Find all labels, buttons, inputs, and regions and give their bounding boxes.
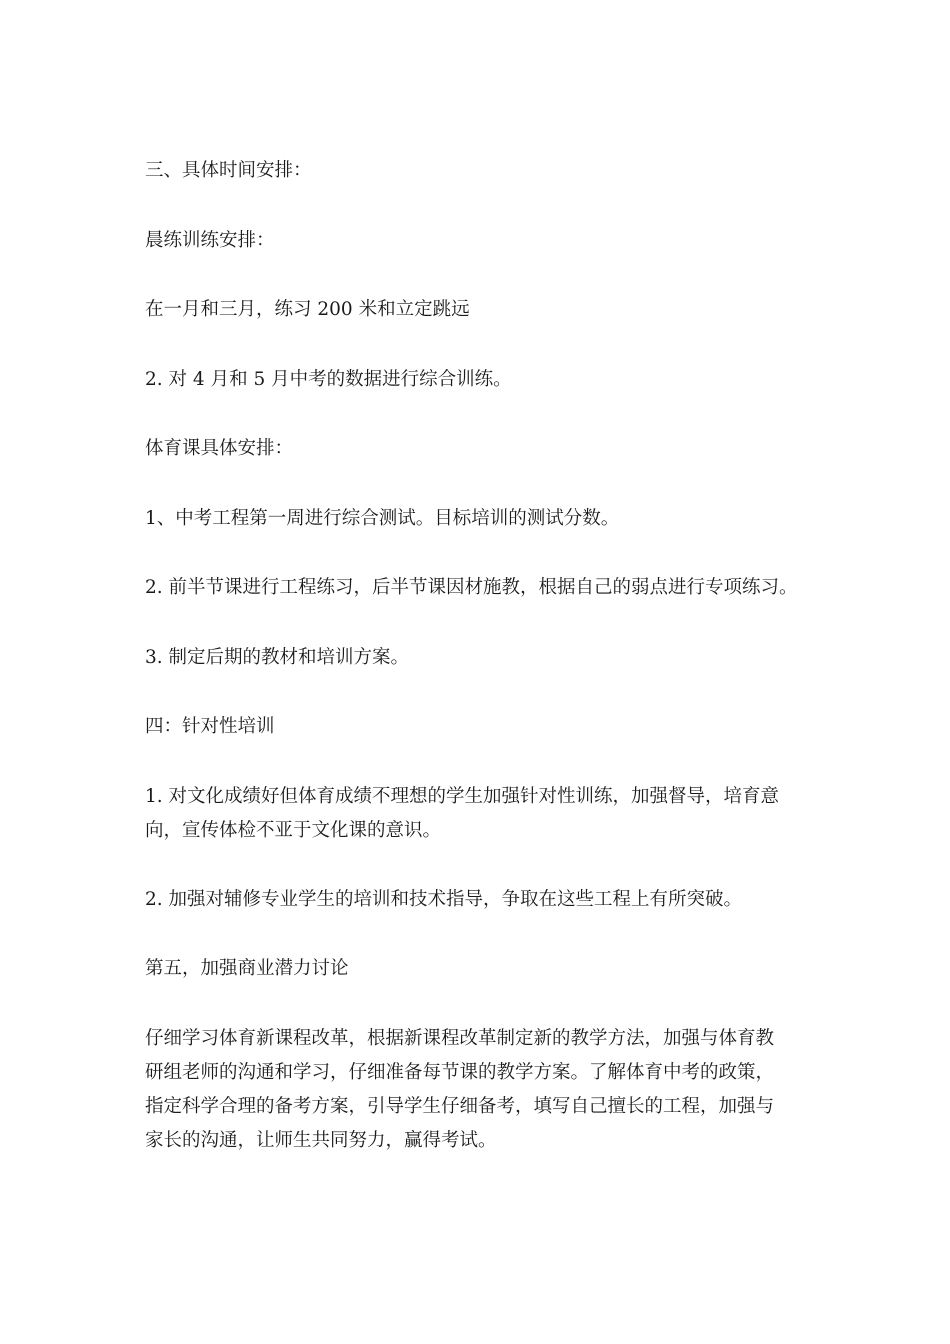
morning-training-heading: 晨练训练安排：	[145, 230, 275, 251]
section-four-heading: 四：针对性培训	[145, 716, 275, 737]
section-three-heading: 三、具体时间安排：	[145, 160, 312, 181]
targeted-training-item-2: 2. 加强对辅修专业学生的培训和技术指导，争取在这些工程上有所突破。	[145, 889, 743, 910]
pe-class-heading: 体育课具体安排：	[145, 438, 294, 459]
paragraph-line: 向，宣传体检不亚于文化课的意识。	[145, 820, 442, 841]
paragraph-line: 指定科学合理的备考方案，引导学生仔细备考，填写自己擅长的工程，加强与	[145, 1096, 775, 1117]
paragraph-line: 家长的沟通，让师生共同努力，赢得考试。	[145, 1130, 497, 1151]
pe-class-item-1: 1、中考工程第一周进行综合测试。目标培训的测试分数。	[145, 508, 620, 529]
paragraph-line: 仔细学习体育新课程改革，根据新课程改革制定新的教学方法，加强与体育教	[145, 1028, 775, 1049]
pe-class-item-3: 3. 制定后期的教材和培训方案。	[145, 647, 410, 668]
morning-training-item-1: 在一月和三月，练习 200 米和立定跳远	[145, 299, 470, 320]
section-five-heading: 第五，加强商业潜力讨论	[145, 958, 349, 979]
targeted-training-item-1	[145, 780, 835, 848]
paragraph-line: 1. 对文化成绩好但体育成绩不理想的学生加强针对性训练，加强督导，培育意	[145, 786, 780, 807]
morning-training-item-2: 2. 对 4 月和 5 月中考的数据进行综合训练。	[145, 369, 512, 390]
pe-class-item-2: 2. 前半节课进行工程练习，后半节课因材施教，根据自己的弱点进行专项练习。	[145, 577, 798, 598]
section-five-body	[145, 1022, 835, 1158]
paragraph-line: 研组老师的沟通和学习，仔细准备每节课的教学方案。了解体育中考的政策，	[145, 1062, 775, 1083]
